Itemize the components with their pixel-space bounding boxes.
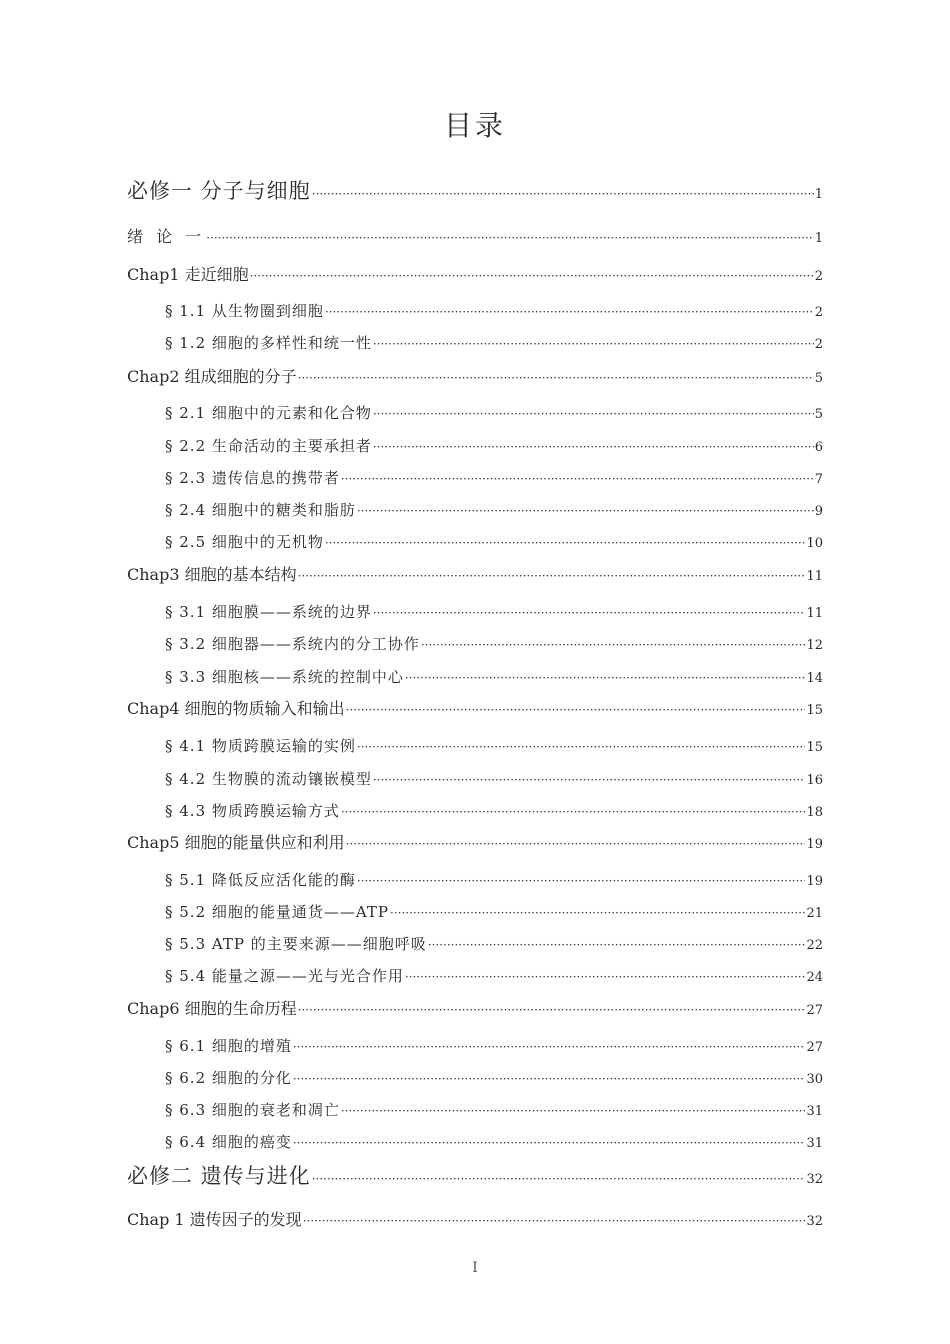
toc-entry-label: Chap3 细胞的基本结构 bbox=[127, 565, 297, 584]
toc-entry-sec-5-3[interactable] bbox=[165, 929, 823, 959]
toc-entry-label: 必修二 遗传与进化 bbox=[127, 1164, 311, 1188]
toc-entry-part-1[interactable] bbox=[127, 176, 823, 206]
toc-entry-label: § 2.5 细胞中的无机物 bbox=[165, 533, 324, 551]
toc-leader-dots bbox=[373, 598, 806, 628]
toc-entry-label: § 5.4 能量之源——光与光合作用 bbox=[165, 967, 404, 985]
toc-entry-page: 31 bbox=[806, 1104, 823, 1119]
toc-leader-dots bbox=[373, 399, 814, 429]
toc-entry-page: 16 bbox=[806, 773, 823, 788]
page-number: I bbox=[472, 1260, 478, 1276]
toc-entry-page: 10 bbox=[806, 536, 823, 551]
toc-entry-label: § 4.3 物质跨膜运输方式 bbox=[165, 802, 340, 820]
toc-entry-page: 31 bbox=[806, 1136, 823, 1151]
toc-entry-page: 24 bbox=[806, 970, 823, 985]
toc-leader-dots bbox=[357, 496, 814, 526]
toc-entry-page: 27 bbox=[806, 1040, 823, 1055]
toc-entry-sec-2-3[interactable] bbox=[165, 463, 823, 493]
toc-entry-page: 1 bbox=[814, 187, 823, 202]
toc-entry-label: 必修一 分子与细胞 bbox=[127, 179, 311, 203]
toc-entry-chap-1[interactable] bbox=[127, 260, 823, 290]
toc-entry-label: § 6.1 细胞的增殖 bbox=[165, 1037, 292, 1055]
toc-leader-dots bbox=[312, 179, 814, 209]
toc-entry-label: § 6.2 细胞的分化 bbox=[165, 1069, 292, 1087]
toc-entry-sec-5-2[interactable] bbox=[165, 897, 823, 927]
toc-leader-dots bbox=[206, 223, 814, 253]
toc-entry-label: § 2.1 细胞中的元素和化合物 bbox=[165, 404, 372, 422]
toc-leader-dots bbox=[405, 962, 806, 992]
toc-entry-sec-6-4[interactable] bbox=[165, 1127, 823, 1157]
toc-leader-dots bbox=[390, 898, 805, 928]
toc-entry-label: Chap 1 遗传因子的发现 bbox=[127, 1210, 302, 1229]
toc-entry-page: 15 bbox=[806, 740, 823, 755]
toc-entry-label: § 3.2 细胞器——系统内的分工协作 bbox=[165, 635, 420, 653]
toc-entry-sec-2-4[interactable] bbox=[165, 495, 823, 525]
toc-entry-chap-2-1[interactable] bbox=[127, 1205, 823, 1235]
toc-leader-dots bbox=[341, 797, 806, 827]
toc-entry-page: 9 bbox=[814, 504, 823, 519]
toc-entry-chap-2[interactable] bbox=[127, 362, 823, 392]
toc-entry-label: 绪 论 一 bbox=[127, 227, 206, 246]
toc-entry-label: § 4.2 生物膜的流动镶嵌模型 bbox=[165, 770, 372, 788]
toc-entry-label: Chap5 细胞的能量供应和利用 bbox=[127, 833, 345, 852]
toc-entry-page: 2 bbox=[814, 269, 823, 284]
toc-leader-dots bbox=[357, 732, 806, 762]
toc-leader-dots bbox=[357, 866, 806, 896]
toc-entry-sec-4-2[interactable] bbox=[165, 764, 823, 794]
toc-entry-page: 7 bbox=[814, 472, 823, 487]
toc-entry-page: 32 bbox=[806, 1172, 823, 1187]
toc-leader-dots bbox=[312, 1164, 806, 1194]
toc-entry-label: Chap4 细胞的物质输入和输出 bbox=[127, 699, 345, 718]
toc-entry-sec-2-1[interactable] bbox=[165, 398, 823, 428]
toc-entry-sec-4-3[interactable] bbox=[165, 796, 823, 826]
toc-entry-label: § 5.1 降低反应活化能的酶 bbox=[165, 871, 356, 889]
toc-entry-sec-1-2[interactable] bbox=[165, 328, 823, 358]
toc-leader-dots bbox=[325, 528, 806, 558]
toc-entry-page: 5 bbox=[814, 371, 823, 386]
toc-entry-sec-5-1[interactable] bbox=[165, 865, 823, 895]
toc-entry-page: 19 bbox=[806, 874, 823, 889]
toc-leader-dots bbox=[341, 1096, 806, 1126]
toc-leader-dots bbox=[346, 829, 806, 859]
toc-leader-dots bbox=[341, 464, 814, 494]
toc-entry-chap-4[interactable] bbox=[127, 694, 823, 724]
toc-leader-dots bbox=[298, 363, 814, 393]
page-title: 目录 bbox=[443, 109, 506, 142]
toc-entry-page: 30 bbox=[806, 1072, 823, 1087]
toc-entry-page: 22 bbox=[806, 938, 823, 953]
toc-entry-page: 14 bbox=[806, 671, 823, 686]
toc-entry-page: 15 bbox=[806, 703, 823, 718]
toc-entry-chap-3[interactable] bbox=[127, 560, 823, 590]
toc-leader-dots bbox=[373, 432, 814, 462]
toc-entry-page: 11 bbox=[806, 606, 823, 621]
toc-leader-dots bbox=[298, 561, 806, 591]
toc-leader-dots bbox=[373, 765, 806, 795]
toc-entry-sec-3-3[interactable] bbox=[165, 662, 823, 692]
toc-entry-page: 19 bbox=[806, 837, 823, 852]
toc-entry-page: 5 bbox=[814, 407, 823, 422]
toc-entry-label: § 5.2 细胞的能量通货——ATP bbox=[165, 903, 390, 921]
toc-entry-page: 21 bbox=[806, 906, 823, 921]
toc-entry-label: § 2.2 生命活动的主要承担者 bbox=[165, 437, 372, 455]
toc-leader-dots bbox=[303, 1206, 806, 1236]
toc-entry-label: § 3.1 细胞膜——系统的边界 bbox=[165, 603, 372, 621]
toc-entry-page: 18 bbox=[806, 805, 823, 820]
toc-entry-chap-5[interactable] bbox=[127, 828, 823, 858]
toc-leader-dots bbox=[405, 663, 806, 693]
toc-entry-label: § 1.1 从生物圈到细胞 bbox=[165, 302, 324, 320]
toc-entry-sec-2-5[interactable] bbox=[165, 527, 823, 557]
toc-entry-page: 2 bbox=[814, 337, 823, 352]
toc-leader-dots bbox=[325, 297, 814, 327]
toc-entry-label: Chap1 走近细胞 bbox=[127, 265, 249, 284]
toc-entry-sec-6-3[interactable] bbox=[165, 1095, 823, 1125]
toc-entry-label: § 6.3 细胞的衰老和凋亡 bbox=[165, 1101, 340, 1119]
toc-entry-page: 12 bbox=[806, 638, 823, 653]
toc-entry-label: § 6.4 细胞的癌变 bbox=[165, 1133, 292, 1151]
toc-entry-sec-6-1[interactable] bbox=[165, 1031, 823, 1061]
toc-entry-sec-4-1[interactable] bbox=[165, 731, 823, 761]
toc-leader-dots bbox=[293, 1128, 806, 1158]
toc-entry-page: 32 bbox=[806, 1214, 823, 1229]
toc-entry-label: Chap2 组成细胞的分子 bbox=[127, 367, 297, 386]
toc-entry-sec-3-2[interactable] bbox=[165, 629, 823, 659]
toc-entry-label: § 2.4 细胞中的糖类和脂肪 bbox=[165, 501, 356, 519]
toc-entry-page: 1 bbox=[814, 231, 823, 246]
toc-leader-dots bbox=[421, 630, 806, 660]
toc-leader-dots bbox=[346, 695, 806, 725]
toc-leader-dots bbox=[250, 261, 814, 291]
toc-entry-page: 2 bbox=[814, 305, 823, 320]
toc-entry-intro[interactable] bbox=[127, 222, 823, 252]
toc-leader-dots bbox=[293, 1032, 806, 1062]
toc-entry-sec-3-1[interactable] bbox=[165, 597, 823, 627]
toc-leader-dots bbox=[373, 329, 814, 359]
toc-entry-page: 27 bbox=[806, 1003, 823, 1018]
toc-entry-sec-6-2[interactable] bbox=[165, 1063, 823, 1093]
toc-entry-page: 11 bbox=[806, 569, 823, 584]
toc-entry-label: § 4.1 物质跨膜运输的实例 bbox=[165, 737, 356, 755]
toc-entry-label: § 3.3 细胞核——系统的控制中心 bbox=[165, 668, 404, 686]
toc-entry-sec-2-2[interactable] bbox=[165, 431, 823, 461]
toc-entry-label: § 2.3 遗传信息的携带者 bbox=[165, 469, 340, 487]
toc-leader-dots bbox=[293, 1064, 806, 1094]
toc-leader-dots bbox=[428, 930, 806, 960]
toc-entry-label: § 1.2 细胞的多样性和统一性 bbox=[165, 334, 372, 352]
toc-leader-dots bbox=[298, 995, 806, 1025]
toc-entry-page: 6 bbox=[814, 440, 823, 455]
toc-entry-label: § 5.3 ATP 的主要来源——细胞呼吸 bbox=[165, 935, 427, 953]
toc-entry-sec-5-4[interactable] bbox=[165, 961, 823, 991]
toc-entry-sec-1-1[interactable] bbox=[165, 296, 823, 326]
toc-entry-chap-6[interactable] bbox=[127, 994, 823, 1024]
toc-entry-part-2[interactable] bbox=[127, 1161, 823, 1191]
toc-entry-label: Chap6 细胞的生命历程 bbox=[127, 999, 297, 1018]
